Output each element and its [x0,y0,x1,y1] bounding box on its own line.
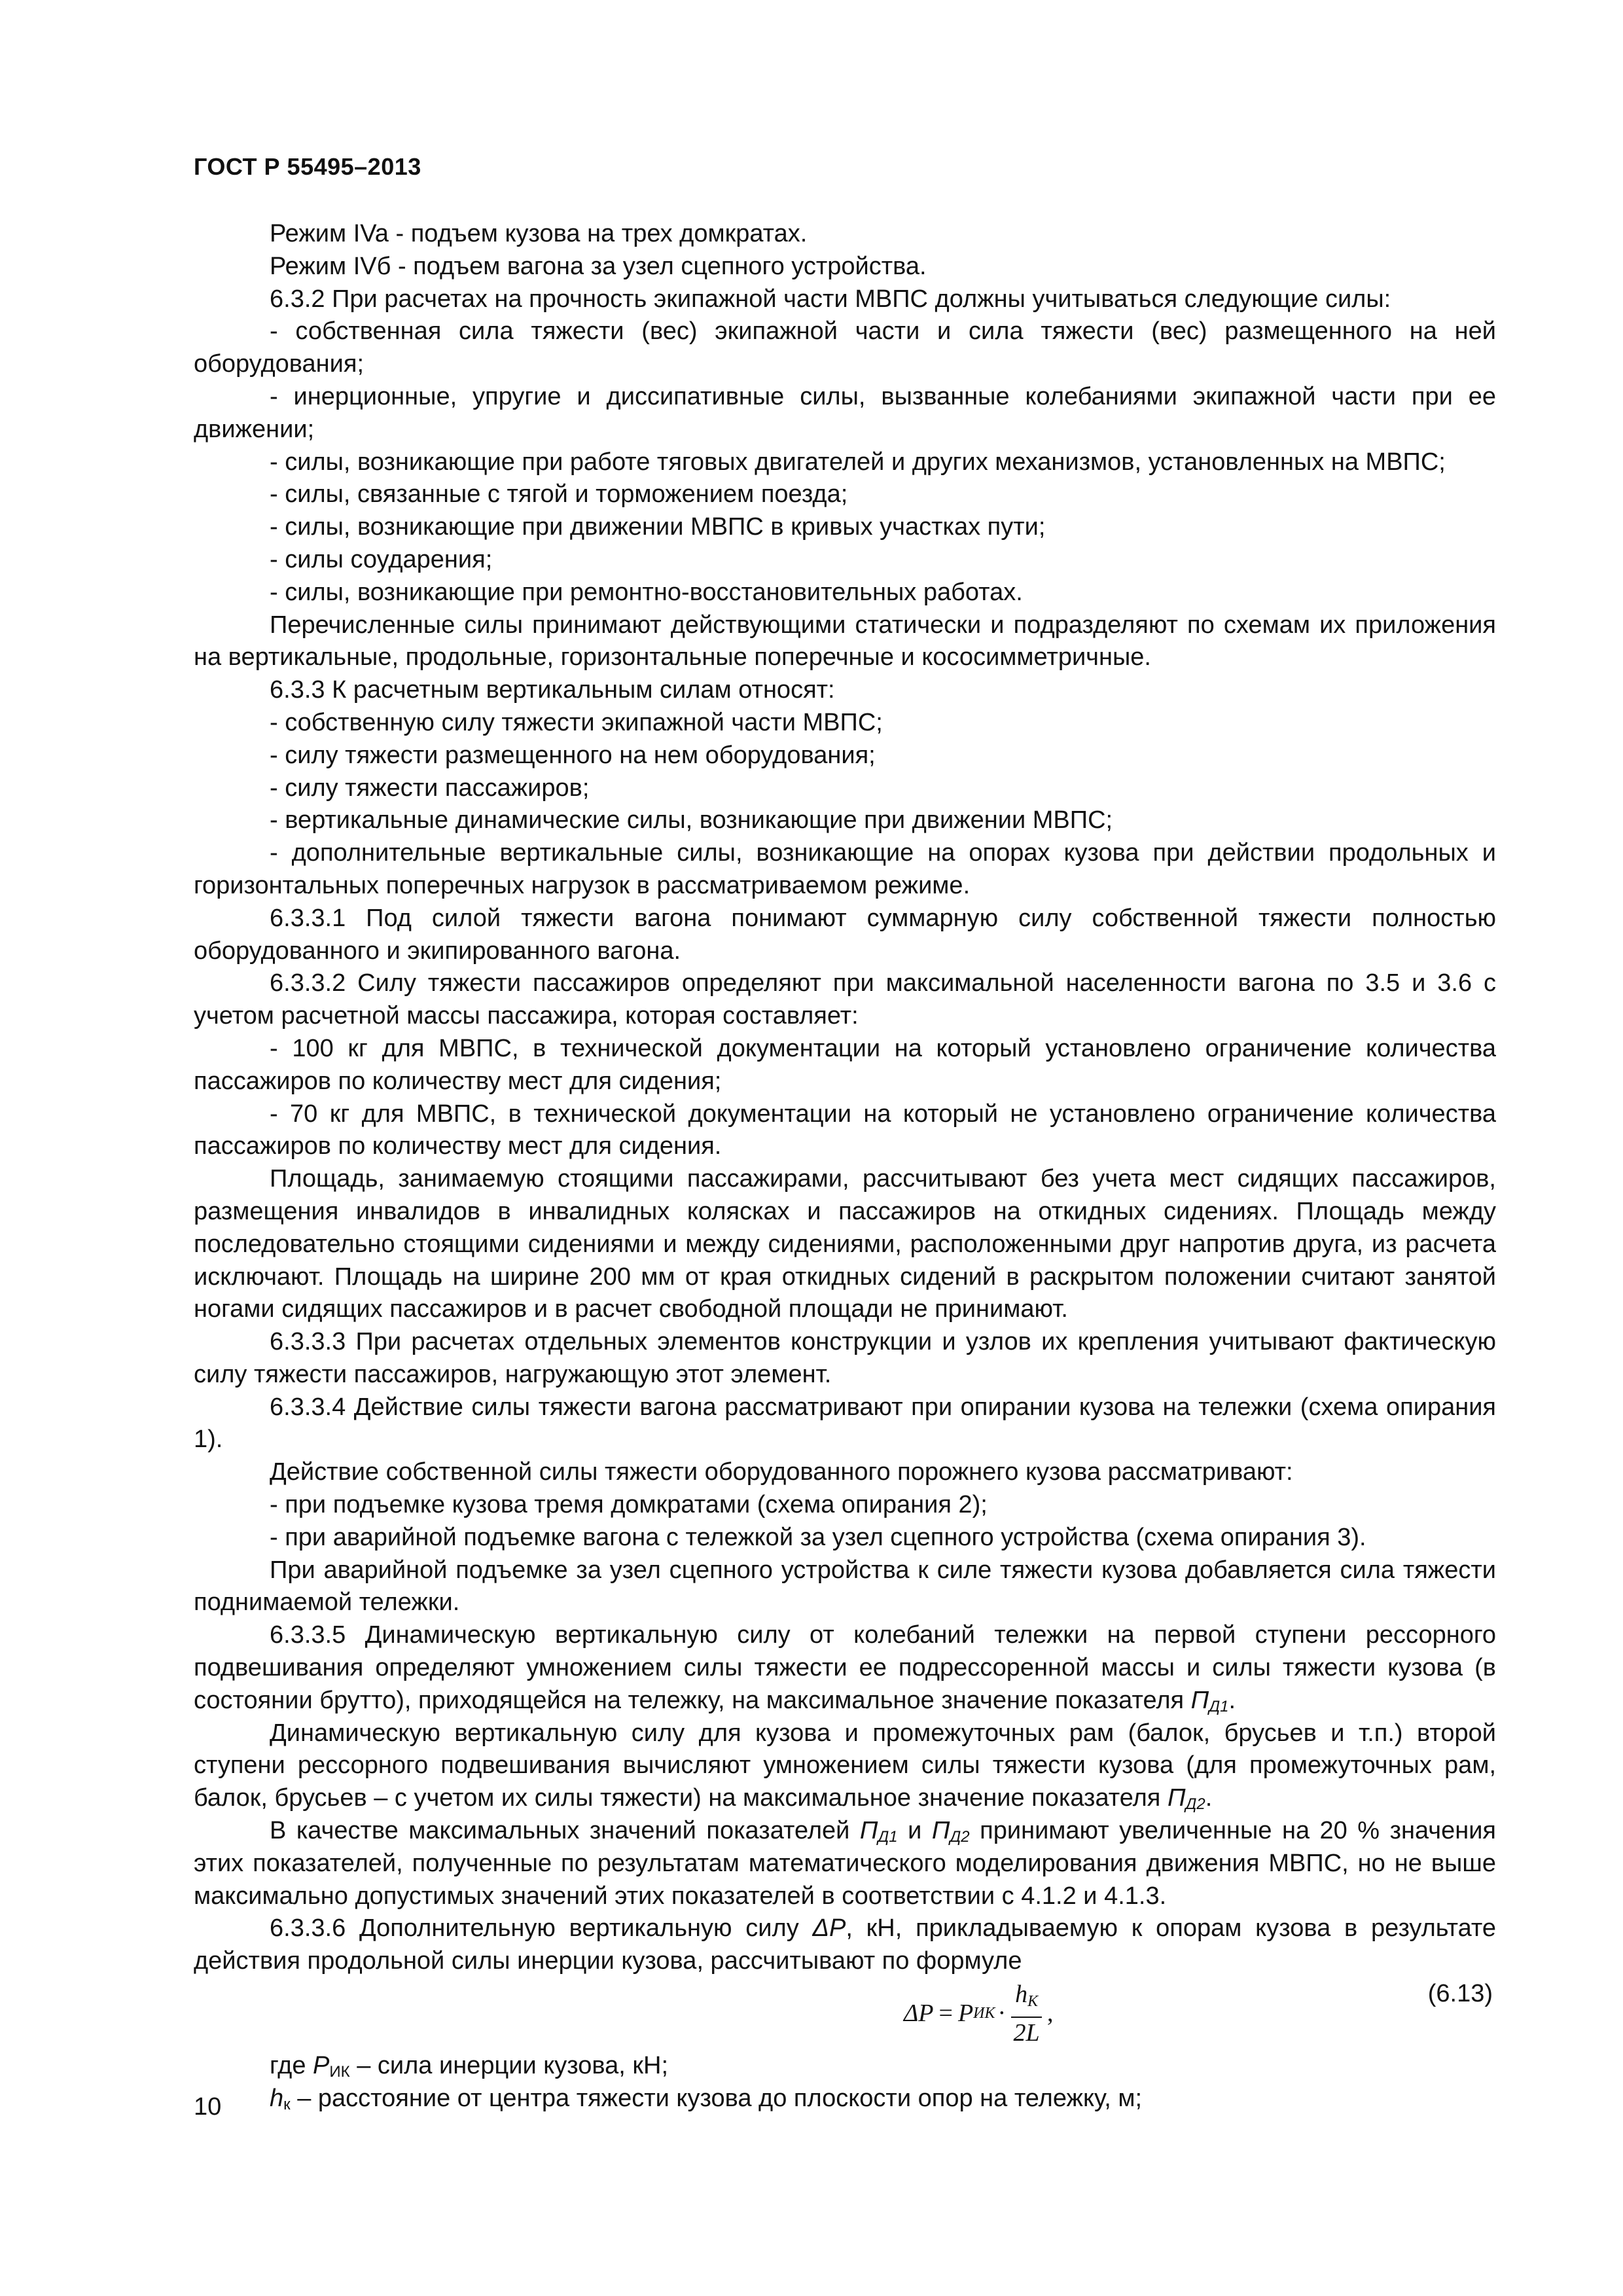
formula [904,1981,1054,2047]
formula-fraction [1011,1981,1042,2047]
paragraph: Режим IVa - подъем кузова на трех домкратах. [270,220,808,247]
document-header: ГОСТ Р 55495–2013 [194,153,421,180]
paragraph-text: где [270,2052,306,2080]
paragraph-text: Динамическую вертикальную силу для кузова и промежуточных рам (балок, брусьев и т.п.) второй ступени рессорного подвешивания вычисляют умножением силы тяжести кузова (для промежуточных рам, балок, брусьев – с учетом их силы тяжести) на максимальное значение показателя [194,1719,1496,1812]
paragraph [194,2083,1496,2115]
paragraph [194,1815,1496,1912]
paragraph: - силы, связанные с тягой и торможением поезда; [270,480,848,509]
paragraph: - силу тяжести пассажиров; [270,774,590,802]
paragraph: 6.3.2 При расчетах на прочность экипажной части МВПС должны учитываться следующие силы: [270,285,1391,313]
paragraph: 6.3.3.3 При расчетах отдельных элементов конструкции и узлов их крепления учитывают фактическую силу тяжести пассажиров, нагружающую этот элемент. [194,1328,1496,1388]
symbol-p-letter: P [313,2052,330,2080]
symbol-p: П [1190,1686,1209,1714]
symbol-h: h [270,2084,284,2112]
symbol-sub: Д1 [878,1828,898,1846]
paragraph-text: – расстояние от центра тяжести кузова до плоскости опор на тележку, м; [297,2084,1143,2112]
paragraph: Динамическую вертикальную силу для кузова и промежуточных рам (балок, брусьев и т.п.) второй ступени рессорного подвешивания вычисляют умножением силы тяжести кузова (для промежуточных рам, балок, брусьев – с учетом их силы тяжести) на максимальное значение показателя $П_{Д2}$. [194,1719,1496,1814]
symbol-sub: Д1 [1209,1697,1229,1715]
paragraph [194,2050,1496,2083]
paragraph-text: , кН, прикладываемую к опорам кузова в результате действия продольной силы инерции кузова, рассчитывают по формуле [194,1914,1496,1975]
paragraph: - силы, возникающие при работе тяговых двигателей и других механизмов, установленных на МВПС; [270,448,1446,476]
paragraph: При аварийной подъемке за узел сцепного устройства к силе тяжести кузова добавляется сила тяжести поднимаемой тележки. [194,1556,1496,1617]
paragraph: - при аварийной подъемке вагона с тележкой за узел сцепного устройства (схема опирания 3). [270,1523,1366,1551]
paragraph-text: принимают увеличенные на 20 % значения этих показателей, полученные по результатам математического моделирования движения МВПС, но не выше максимально допустимых значений этих показателей в соответствии с 4.1.2 и 4.1.3. [194,1817,1496,1910]
symbol-sub: Д2 [950,1828,970,1846]
paragraph: 6.3.3.2 Силу тяжести пассажиров определяют при максимальной населенности вагона по 3.5 и 3.6 с учетом расчетной массы пассажира, которая составляет: [194,969,1496,1030]
symbol-p: П [1167,1784,1186,1812]
symbol-p: П [859,1817,878,1845]
paragraph: - собственную силу тяжести экипажной части МВПС; [270,708,883,736]
formula-tail: , [1047,1999,1054,2027]
paragraph: - дополнительные вертикальные силы, возникающие на опорах кузова при действии продольных и горизонтальных поперечных нагрузок в рассматриваемом режиме. [194,839,1496,899]
paragraph: - силы, возникающие при ремонтно-восстановительных работах. [270,578,1023,606]
paragraph-text: 6.3.3.5 Динамическую вертикальную силу от колебаний тележки на первой ступени рессорного подвешивания определяют умножением силы тяжести ее подрессоренной массы и силы тяжести кузова (в состоянии брутто), приходящейся на тележку, на максимальное значение показателя [194,1621,1496,1714]
paragraph: - инерционные, упругие и диссипативные силы, вызванные колебаниями экипажной части при ее движении; [194,382,1496,443]
formula-number: (6.13) [1427,1980,1493,2008]
paragraph-text: и [908,1817,922,1845]
document-body [194,218,1496,2115]
paragraph: Площадь, занимаемую стоящими пассажирами, рассчитывают без учета мест сидящих пассажиров, размещения инвалидов в инвалидных колясках и пассажиров на откидных сидениях. Площадь между последовательно стоящими сидениями и между сидениями, расположенными друг напротив друга, из расчета исключают. Площадь на ширине 200 мм от края откидных сидений в раскрытом положении считают занятой ногами сидящих пассажиров и в расчет свободной площади не принимают. [194,1165,1496,1323]
paragraph [194,1912,1496,1978]
formula-denominator: 2L [1013,2019,1040,2047]
paragraph: Действие собственной силы тяжести оборудованного порожнего кузова рассматривают: [270,1458,1293,1486]
symbol-sub: Д2 [1185,1795,1205,1814]
paragraph: Режим IVб - подъем вагона за узел сцепного устройства. [270,252,927,280]
formula-numerator [1011,1981,1042,2018]
paragraph: 6.3.3 К расчетным вертикальным силам относят: [270,676,835,704]
formula-eq: = [938,1999,953,2027]
paragraph-text: – сила инерции кузова, кН; [357,2052,669,2080]
paragraph: - силы соударения; [270,545,493,573]
formula-p: P [957,1999,974,2027]
formula-dot: · [997,1999,1007,2027]
page-number: 10 [194,2093,222,2121]
paragraph: 6.3.3.4 Действие силы тяжести вагона рассматривают при опирании кузова на тележки (схема опирания 1). [194,1393,1496,1454]
paragraph: - собственная сила тяжести (вес) экипажной части и сила тяжести (вес) размещенного на ней оборудования; [194,317,1496,378]
paragraph: - вертикальные динамические силы, возникающие при движении МВПС; [270,806,1113,834]
formula-row [194,1978,1496,2050]
paragraph: - при подъемке кузова тремя домкратами (схема опирания 2); [270,1491,988,1519]
paragraph-text: 6.3.3.6 Дополнительную вертикальную силу [270,1914,799,1943]
formula-num-h: h [1015,1981,1028,2009]
paragraph: 6.3.3.5 Динамическую вертикальную силу от колебаний тележки на первой ступени рессорного подвешивания определяют умножением силы тяжести ее подрессоренной массы и силы тяжести кузова (в состоянии брутто), приходящейся на тележку, на максимальное значение показателя $П_{Д1}$. [194,1621,1496,1715]
formula-lhs: ΔP [904,1999,934,2027]
symbol-delta-p: ΔP [812,1914,846,1943]
formula-p-sub: ИК [973,2004,995,2022]
formula-num-sub: К [1027,1993,1039,2011]
paragraph: - силы, возникающие при движении МВПС в кривых участках пути; [270,513,1046,541]
paragraph: - силу тяжести размещенного на нем оборудования; [270,741,876,769]
paragraph: Перечисленные силы принимают действующими статически и подразделяют по схемам их приложения на вертикальные, продольные, горизонтальные поперечные и кососимметричные. [194,611,1496,672]
paragraph: - 70 кг для МВПС, в технической документации на который не установлено ограничение количества пассажиров по количеству мест для сидения. [194,1100,1496,1160]
paragraph: - 100 кг для МВПС, в технической документации на который установлено ограничение количества пассажиров по количеству мест для сидения; [194,1034,1496,1095]
symbol-sub: к [283,2095,291,2113]
paragraph: 6.3.3.1 Под силой тяжести вагона понимают суммарную силу собственной тяжести полностью оборудованного и экипированного вагона. [194,904,1496,965]
symbol-sub: ИК [329,2063,350,2081]
symbol-p: П [931,1817,950,1845]
paragraph-text: В качестве максимальных значений показателей [270,1817,850,1845]
